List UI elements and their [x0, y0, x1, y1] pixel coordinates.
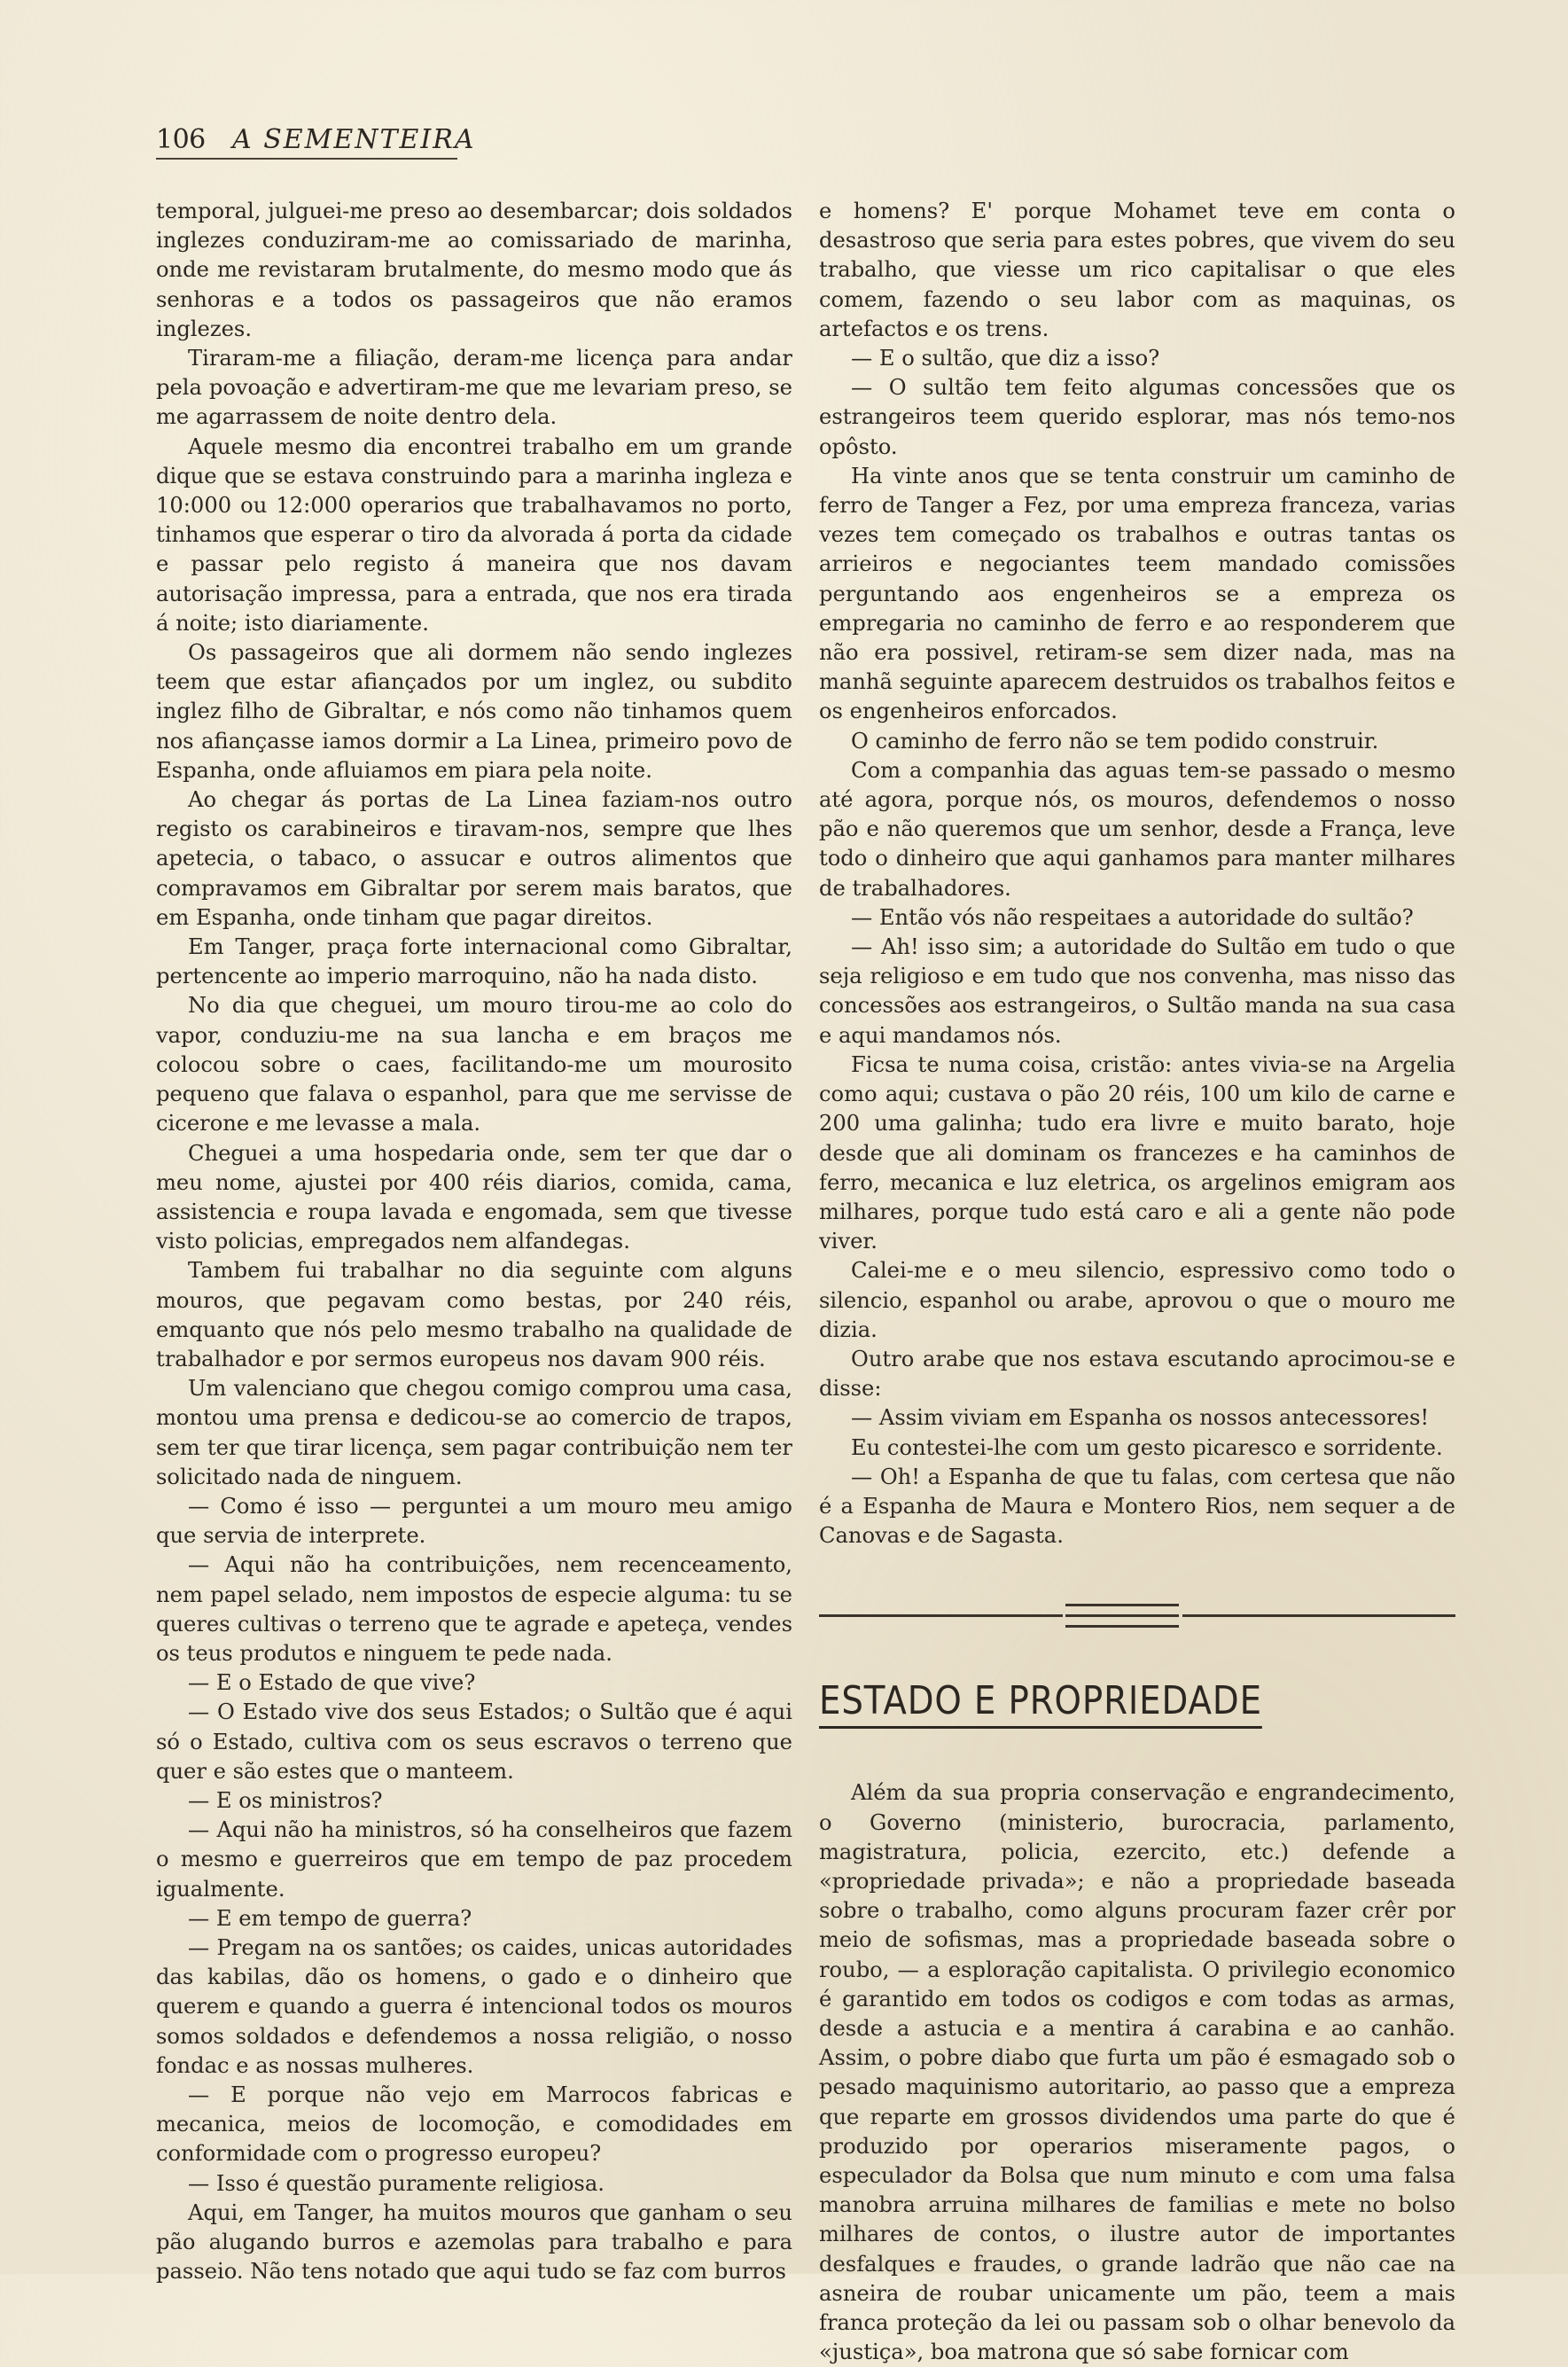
paragraph: Os passageiros que ali dormem não sendo inglezes teem que estar afiançados por um inglez, ou subdito inglez filho de Gibraltar, e nós como não tinhamos quem nos afiançasse iamos dormir a La Linea, primeiro povo de Espanha, onde afluiamos em piara pela noite. [156, 640, 792, 783]
paragraph: Com a companhia das aguas tem-se passado o mesmo até agora, porque nós, os mouros, defendemos o nosso pão e não queremos que um senhor, desde a França, leve todo o dinheiro que aqui ganhamos para manter milhares de trabalhadores. [819, 757, 1455, 901]
paragraph: — Assim viviam em Espanha os nossos antecessores! [851, 1405, 1430, 1431]
paragraph: — Isso é questão puramente religiosa. [188, 2170, 605, 2196]
paragraph: Aquele mesmo dia encontrei trabalho em um grande dique que se estava construindo para a marinha ingleza e 10:000 ou 12:000 operarios que trabalhavamos no porto, tinhamos que esperar o tiro da alvorada á porta da cidade e passar pelo registo á maneira que nos davam autorisação impressa, para a entrada, que nos era tirada á noite; isto diariamente. [156, 434, 792, 636]
paragraph: Outro arabe que nos estava escutando aprocimou-se e disse: [819, 1346, 1455, 1402]
page-number: 106 [156, 124, 206, 155]
paragraph: Ao chegar ás portas de La Linea faziam-nos outro registo os carabineiros e tiravam-nos, sempre que lhes apetecia, o tabaco, o assucar e outros alimentos que compravamos em Gibraltar por serem mais baratos, que em Espanha, onde tinham que pagar direitos. [156, 787, 792, 930]
page-header [156, 119, 1450, 160]
paragraph: Calei-me e o meu silencio, espressivo como todo o silencio, espanhol ou arabe, aprovou o que o mouro me dizia. [819, 1258, 1455, 1342]
paragraph: — O sultão tem feito algumas concessões que os estrangeiros teem querido esplorar, mas nós temo-nos opôsto. [819, 375, 1455, 459]
paragraph: temporal, julguei-me preso ao desembarcar; dois soldados inglezes conduziram-me ao comissariado de marinha, onde me revistaram brutalmente, do mesmo modo que ás senhoras e a todos os passageiros que não eramos inglezes. [156, 199, 792, 341]
section-divider [819, 1604, 1455, 1639]
paragraph: — O Estado vive dos seus Estados; o Sultão que é aqui só o Estado, cultiva com os seus escravos o terreno que quer e são estes que o manteem. [156, 1699, 792, 1784]
paragraph: No dia que cheguei, um mouro tirou-me ao colo do vapor, conduziu-me na sua lancha e em braços me colocou sobre o caes, facilitando-me um mourosito pequeno que falava o espanhol, para que me servisse de cicerone e me levasse a mala. [156, 993, 792, 1137]
paragraph: Aqui, em Tanger, ha muitos mouros que ganham o seu pão alugando burros e azemolas para trabalho e para passeio. Não tens notado que aqui tudo se faz com burros [156, 2199, 792, 2285]
left-column [156, 197, 792, 2286]
divider-line [1065, 1614, 1179, 1617]
paragraph: — E em tempo de guerra? [188, 1905, 472, 1931]
divider-line [1182, 1614, 1455, 1617]
paragraph: Tiraram-me a filiação, deram-me licença para andar pela povoação e advertiram-me que me levariam preso, se me agarrassem de noite dentro dela. [156, 346, 792, 430]
header-rule [156, 158, 457, 160]
divider-line [1065, 1604, 1179, 1606]
paragraph: — Aqui não ha contribuições, nem recenceamento, nem papel selado, nem impostos de especie alguma: tu se queres cultivas o terreno que te agrade e apeteça, vendes os teus produtos e ninguem te pede nada. [156, 1552, 792, 1666]
paragraph: Além da sua propria conservação e engrandecimento, o Governo (ministerio, burocracia, parlamento, magistratura, policia, ezercito, etc.) defende a «propriedade privada»; e não a propriedade baseada sobre o trabalho, como alguns procuram fazer crêr por meio de sofismas, mas a propriedade baseada sobre o roubo, — a esploração capitalista. O privilegio economico é garantido em todos os codigos e com todas as armas, desde a astucia e a mentira á carabina e ao canhão. Assim, o pobre diabo que furta um pão é esmagado sob o pesado maquinismo autoritario, ao passo que a empreza que reparte em grossos dividendos uma parte do que é produzido por operarios miseramente pagos, o especulador da Bolsa que num minuto e com uma falsa manobra arruina milhares de familias e mete no bolso milhares de contos, o ilustre autor de importantes desfalques e fraudes, o grande ladrão que não cae na asneira de roubar unicamente um pão, teem a mais franca proteção da lei ou passam sob o olhar benevolo da «justiça», boa matrona que só sabe fornicar com [819, 1780, 1455, 2365]
paragraph: Cheguei a uma hospedaria onde, sem ter que dar o meu nome, ajustei por 400 réis diarios, comida, cama, assistencia e roupa lavada e engomada, sem que tivesse visto policias, empregados nem alfandegas. [156, 1140, 792, 1254]
paragraph: Eu contestei-lhe com um gesto picaresco e sorridente. [851, 1434, 1443, 1460]
paragraph: Ficsa te numa coisa, cristão: antes vivia-se na Argelia como aqui; custava o pão 20 réis, 100 um kilo de carne e 200 uma galinha; tudo era livre e muito barato, hoje desde que ali dominam os francezes e ha caminhos de ferro, mecanica e luz eletrica, os argelinos emigram aos milhares, porque tudo está caro e ali a gente não pode viver. [819, 1051, 1455, 1254]
paragraph: O caminho de ferro não se tem podido construir. [851, 728, 1379, 754]
paragraph: — Então vós não respeitaes a autoridade do sultão? [851, 904, 1414, 930]
paragraph: e homens? E' porque Mohamet teve em conta o desastroso que seria para estes pobres, que vivem do seu trabalho, que viesse um rico capitalisar o que eles comem, fazendo o seu labor com as maquinas, os artefactos e os trens. [819, 199, 1455, 341]
paragraph: — Oh! a Espanha de que tu falas, com certesa que não é a Espanha de Maura e Montero Rios, nem sequer a de Canovas e de Sagasta. [819, 1464, 1455, 1549]
paragraph: — E o sultão, que diz a isso? [851, 346, 1160, 371]
running-title: A SEMENTEIRA [232, 124, 476, 155]
right-column [819, 197, 1455, 2367]
paragraph: — Ah! isso sim; a autoridade do Sultão em tudo o que seja religioso e em tudo que nos convenha, mas nisso das concessões aos estrangeiros, o Sultão manda na sua casa e aqui mandamos nós. [819, 934, 1455, 1048]
paragraph: — E os ministros? [188, 1787, 383, 1813]
divider-line [1065, 1625, 1179, 1628]
paragraph: — E porque não vejo em Marrocos fabricas e mecanica, meios de locomoção, e comodidades em conformidade com o progresso europeu? [156, 2082, 792, 2167]
section-title: ESTADO E PROPRIEDADE [819, 1678, 1262, 1729]
paragraph: — Aqui não ha ministros, só ha conselheiros que fazem o mesmo e guerreiros que em tempo de paz procedem igualmente. [156, 1817, 792, 1902]
paragraph: — E o Estado de que vive? [188, 1670, 476, 1696]
divider-line [819, 1614, 1063, 1617]
paragraph: — Pregam na os santões; os caides, unicas autoridades das kabilas, dão os homens, o gado e o dinheiro que querem e quando a guerra é intencional todos os mouros somos soldados e defendemos a nossa religião, o nosso fondac e as nossas mulheres. [156, 1934, 792, 2078]
paragraph: — Como é isso — perguntei a um mouro meu amigo que servia de interprete. [156, 1493, 792, 1549]
paragraph: Ha vinte anos que se tenta construir um caminho de ferro de Tanger a Fez, por uma empreza franceza, varias vezes tem começado os trabalhos e outras tantas os arrieiros e negociantes teem mandado comissões perguntando aos engenheiros se a empreza os empregaria no caminho de ferro e ao responderem que não era possivel, retiram-se sem dizer nada, mas na manhã seguinte aparecem destruidos os trabalhos feitos e os engenheiros enforcados. [819, 463, 1455, 724]
paragraph: Um valenciano que chegou comigo comprou uma casa, montou uma prensa e dedicou-se ao comercio de trapos, sem ter que tirar licença, sem pagar contribuição nem ter solicitado nada de ninguem. [156, 1376, 792, 1489]
paragraph: Tambem fui trabalhar no dia seguinte com alguns mouros, que pegavam como bestas, por 240 réis, emquanto que nós pelo mesmo trabalho na qualidade de trabalhador e por sermos europeus nos davam 900 réis. [156, 1258, 792, 1371]
paragraph: Em Tanger, praça forte internacional como Gibraltar, pertencente ao imperio marroquino, não ha nada disto. [156, 934, 792, 989]
